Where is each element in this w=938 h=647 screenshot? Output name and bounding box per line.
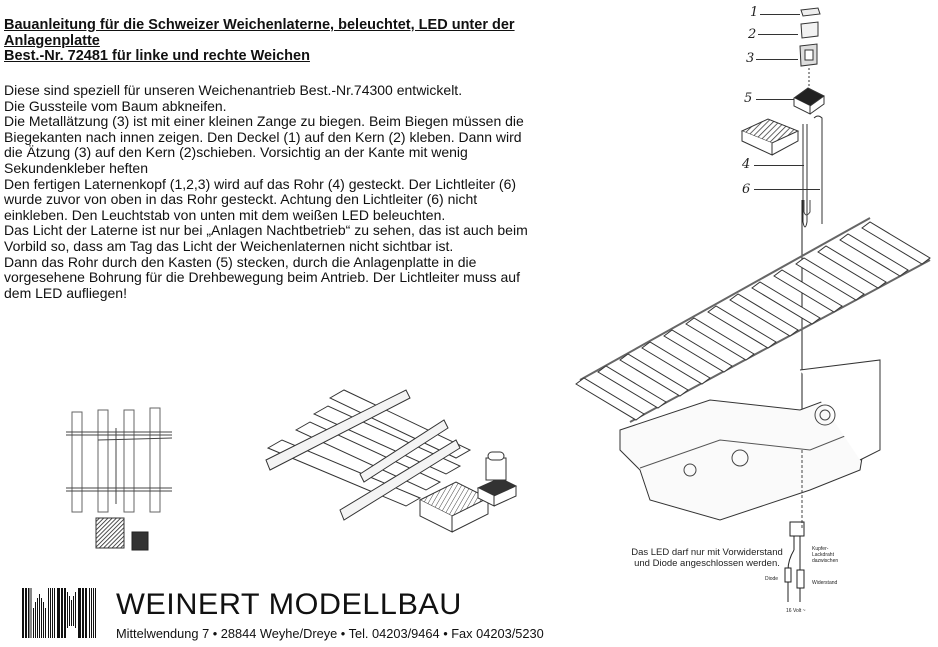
- paragraph-1: Diese sind speziell für unseren Weichenantrieb Best.-Nr.74300 entwickelt.: [4, 82, 463, 98]
- paragraph-6: Dann das Rohr durch den Kasten (5) stecken, durch die Anlagenplatte in die vorgesehene Bohrung für die Drehbewegung beim Antrieb. Der Lichtleiter muss auf dem LED aufliegen!: [4, 253, 520, 301]
- paragraph-3: Die Metallätzung (3) ist mit einer kleinen Zange zu biegen. Beim Biegen müssen die Biegekanten nach innen zeigen. Den Deckel (1) auf den Kern (2) kleben. Dann wird die Ätzung (3) auf den Kern (2)schieben. Vorsichtig an der Kante mit wenig Sekundenkleber heften: [4, 113, 524, 176]
- part-label-4: 4: [742, 157, 751, 172]
- resistor-label: Widerstand: [812, 580, 838, 586]
- led-note-line-2: und Diode angeschlossen werden.: [634, 558, 780, 569]
- paragraph-4: Den fertigen Laternenkopf (1,2,3) wird auf das Rohr (4) gesteckt. Der Lichtleiter (6) wurde zuvor von oben in das Rohr gesteckt. Achtung den Lichtleiter (6) nicht einkleben. Den Leuchtstab von unten mit dem weißen LED beleuchten.: [4, 175, 517, 223]
- led-warning-note: [617, 547, 797, 569]
- company-address: Mittelwendung 7 • 28844 Weyhe/Dreye • Tel. 04203/9464 • Fax 04203/5230: [116, 626, 544, 641]
- diode-label: Diode: [765, 576, 779, 582]
- title-line-3: Best.-Nr. 72481 für linke und rechte Weichen: [4, 48, 310, 64]
- paragraph-2: Die Gussteile vom Baum abkneifen.: [4, 97, 227, 114]
- part-label-1: 1: [750, 5, 759, 20]
- weinert-logo-icon: [22, 588, 107, 638]
- document-title: [4, 18, 524, 65]
- instructions-body: [4, 83, 544, 301]
- part-label-2: 2: [748, 27, 757, 42]
- part-label-5: 5: [744, 91, 753, 106]
- title-line-2: Anlagenplatte: [4, 32, 100, 49]
- part-label-6: 6: [742, 182, 751, 197]
- voltage-label: 16 Volt ~: [786, 608, 806, 614]
- wire-label: Kupfer-Lackdraht dazwischen: [812, 546, 839, 564]
- brand-name: WEINERT MODELLBAU: [116, 588, 462, 621]
- led-note-line-1: Das LED darf nur mit Vorwiderstand: [631, 547, 783, 558]
- box-part-drawing: [740, 115, 810, 160]
- track-detail-drawing: [60, 400, 180, 560]
- part-label-3: 3: [746, 51, 755, 66]
- turnout-drive-drawing: [570, 200, 938, 530]
- track-isometric-drawing: [260, 370, 540, 550]
- paragraph-5: Das Licht der Laterne ist nur bei „Anlagen Nachtbetrieb“ zu sehen, das ist auch beim Vorbild so, dass am Tag das Licht der Weichenlaternen nicht sichtbar ist.: [4, 222, 528, 254]
- title-line-1: Bauanleitung für die Schweizer Weichenlaterne, beleuchtet, LED unter der: [4, 17, 515, 33]
